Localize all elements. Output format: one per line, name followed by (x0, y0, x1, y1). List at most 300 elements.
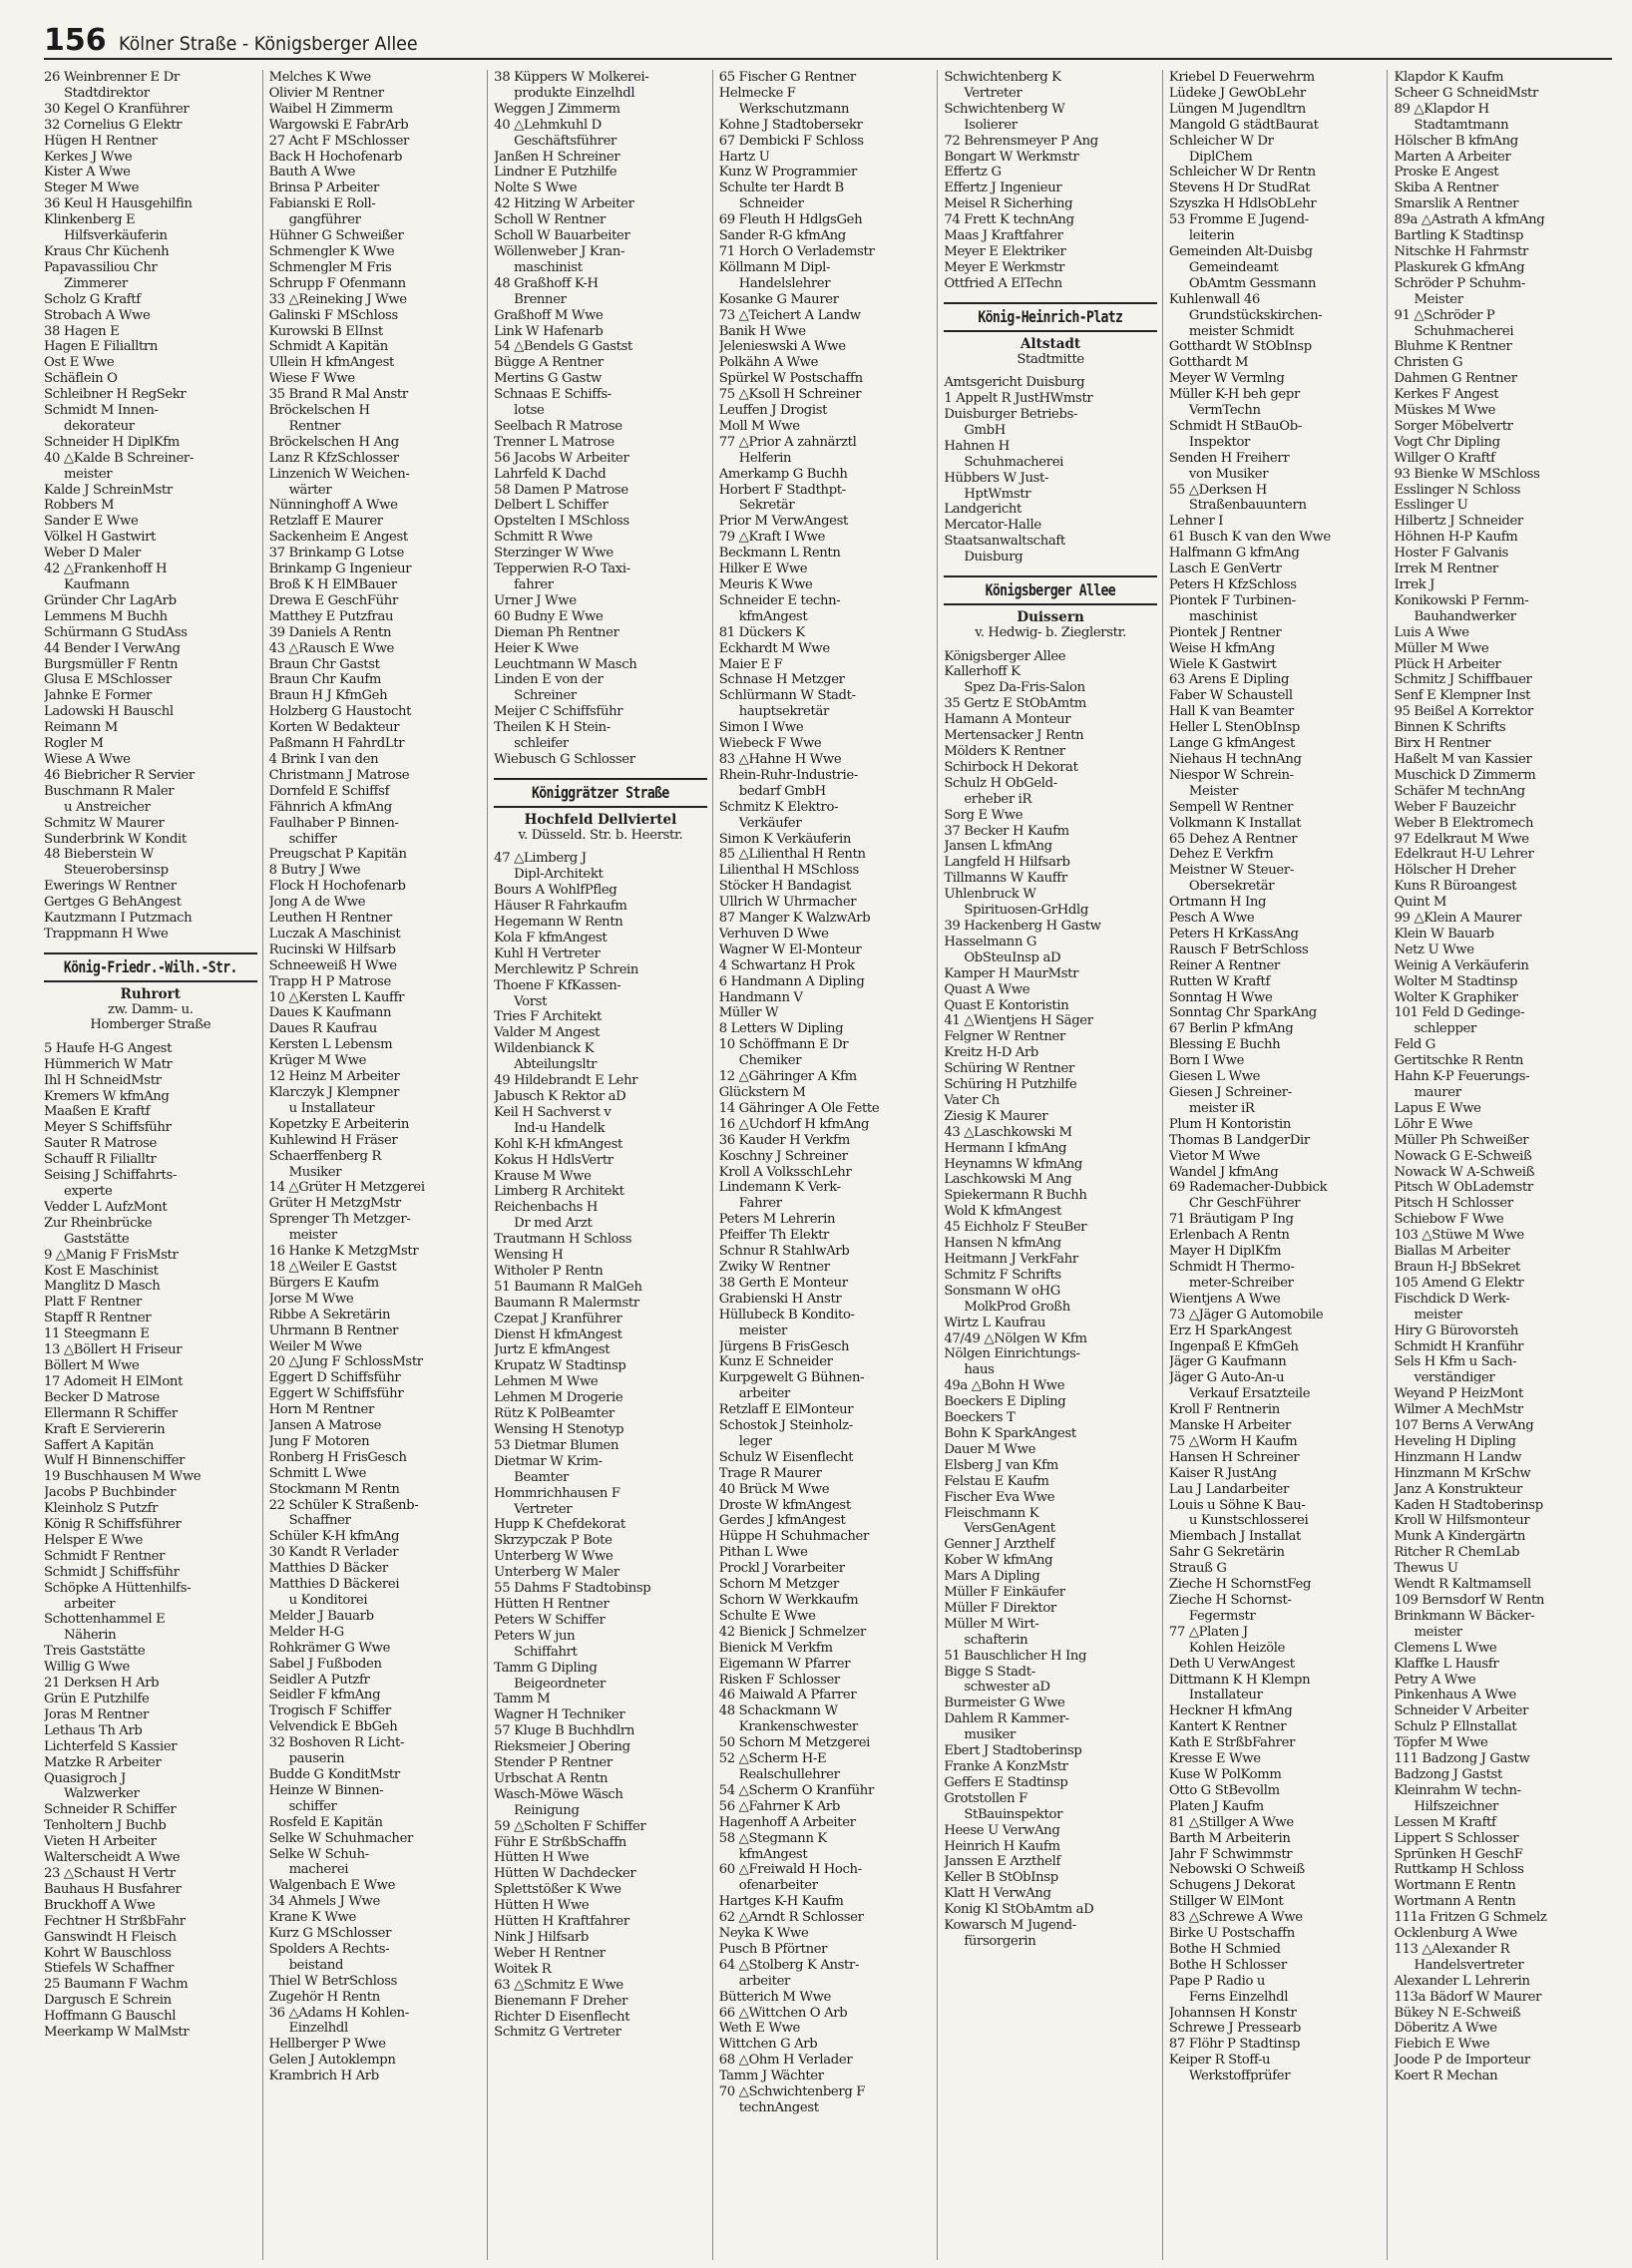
directory-entry: Trage R Maurer (718, 1465, 822, 1481)
directory-entry: Kaden H Stadtoberinsp (1394, 1497, 1543, 1513)
directory-entry: Woitek R (494, 1961, 552, 1977)
directory-entry: Stiefels W Schaffner (44, 1961, 175, 1977)
directory-entry: Heese U VerwAng (944, 1822, 1060, 1838)
directory-entry: 63 Arens E Dipling (1168, 672, 1290, 688)
directory-entry: Hahn K-P Feuerungs- (1394, 1069, 1530, 1085)
directory-entry: 42 △Frankenhoff H (44, 562, 168, 577)
directory-entry: Sekretär (738, 498, 795, 514)
directory-entry: Kresse E Wwe (1168, 1751, 1261, 1767)
directory-entry: Kleinrahm W techn- (1394, 1782, 1521, 1798)
directory-entry: Zugehör H Rentn (268, 1989, 380, 2005)
directory-entry: Amtsgericht Duisburg (944, 375, 1085, 391)
directory-entry: Krambrich H Arb (268, 2069, 379, 2084)
directory-entry: Wilmer A MechMstr (1394, 1402, 1523, 1418)
directory-entry: Kunz W Programmier (718, 165, 857, 181)
directory-entry: Holzberg G Haustocht (268, 704, 412, 720)
directory-entry: 35 Gertz E StObAmtm (944, 696, 1086, 712)
directory-entry: Helsper E Wwe (44, 1532, 143, 1548)
directory-entry: Heller L StenObInsp (1168, 720, 1301, 736)
directory-entry: Jansen L kfmAng (944, 839, 1052, 855)
directory-entry: Piontek J Rentner (1168, 624, 1282, 640)
directory-entry: Horbert F Stadthpt- (718, 482, 846, 498)
directory-entry: 71 Bräutigam P Ing (1168, 1212, 1294, 1228)
directory-entry: Uhlenbruck W (944, 887, 1036, 903)
directory-entry: meister Schmidt (1188, 323, 1294, 339)
directory-entry: Bienick M Verkfm (718, 1640, 833, 1656)
directory-entry: Staatsanwaltschaft (944, 534, 1065, 550)
directory-entry: Schugens J Dekorat (1168, 1878, 1295, 1894)
directory-entry: 30 Kandt R Verlader (268, 1545, 399, 1561)
directory-entry: Pusch B Pförtner (718, 1941, 828, 1957)
directory-entry: 60 Budny E Wwe (494, 608, 604, 624)
directory-entry: Ingenpaß E KfmGeh (1168, 1338, 1299, 1354)
directory-entry: Sauter R Matrose (44, 1136, 157, 1152)
directory-entry: Stadtdirektor (64, 85, 150, 101)
directory-entry: meister iR (1188, 1100, 1255, 1116)
directory-entry: Tamm J Wächter (718, 2069, 824, 2084)
directory-entry: 38 Gerth E Monteur (718, 1275, 848, 1291)
directory-entry: Chr GeschFührer (1188, 1196, 1301, 1212)
directory-entry: Klein W Bauarb (1394, 926, 1494, 942)
directory-entry: Ullrich W Uhrmacher (718, 895, 857, 911)
directory-entry: Janßen H Schreiner (494, 149, 620, 165)
directory-entry: Matthey E Putzfrau (268, 608, 394, 624)
directory-entry: Verkauf Ersatzteile (1188, 1386, 1311, 1402)
directory-entry: 36 Kauder H Verkfm (718, 1132, 850, 1148)
directory-entry: Pfeiffer Th Elektr (718, 1228, 829, 1244)
directory-entry: Krupatz W Stadtinsp (494, 1358, 626, 1374)
directory-entry: Lasch E GenVertr (1168, 562, 1282, 577)
directory-entry: Hiry G Bürovorsteh (1394, 1323, 1519, 1338)
directory-entry: Vogt Chr Dipling (1394, 434, 1500, 450)
directory-entry: Kraus Chr Küchenh (44, 243, 170, 259)
district-name: Duissern (1017, 609, 1084, 626)
directory-columns (44, 70, 1612, 2260)
directory-entry: Kuhl H Vertreter (494, 945, 601, 961)
directory-entry: 74 Frett K technAng (944, 212, 1074, 228)
directory-entry: Walzwerker (64, 1786, 140, 1802)
directory-entry: Fiebich E Wwe (1394, 2037, 1490, 2053)
directory-entry: 33 △Reineking J Wwe (268, 291, 407, 307)
directory-entry: 47 △Limberg J (494, 851, 587, 867)
directory-entry: Feld G (1394, 1037, 1435, 1053)
directory-entry: Hoster F Galvanis (1394, 546, 1509, 562)
directory-entry: Quasigroch J (44, 1770, 126, 1786)
directory-entry: Vertreter (514, 1501, 573, 1517)
directory-entry: Jong A de Wwe (268, 895, 366, 911)
directory-entry: 55 △Derksen H (1168, 482, 1267, 498)
directory-entry: Opstelten I MSchloss (494, 514, 629, 530)
directory-entry: Vater Ch (944, 1092, 1000, 1108)
directory-entry: Hütten H Wwe (494, 1850, 590, 1866)
directory-entry: Wolter K Graphiker (1394, 989, 1518, 1005)
directory-entry: Jürgens B FrisGesch (718, 1338, 850, 1354)
directory-entry: Netz U Wwe (1394, 942, 1474, 957)
directory-entry: Christmann J Matrose (268, 767, 410, 783)
directory-entry: 66 △Wittchen O Arb (718, 2005, 848, 2021)
directory-entry: Grabienski H Anstr (718, 1291, 842, 1307)
street-heading (44, 952, 257, 982)
directory-entry: DiplChem (1188, 149, 1253, 165)
directory-entry: Pitsch W ObLademstr (1394, 1180, 1533, 1196)
directory-entry: Schmidt H Thermo- (1168, 1259, 1295, 1275)
directory-entry: 4 Schwartanz H Prok (718, 957, 855, 973)
directory-entry: Seelbach R Matrose (494, 418, 622, 434)
directory-entry: Schirbock H Dekorat (944, 759, 1078, 775)
directory-entry: Kober W kfmAng (944, 1553, 1053, 1569)
directory-entry: Bütterich M Wwe (718, 1989, 832, 2005)
directory-entry: Müskes M Wwe (1394, 403, 1496, 419)
directory-entry: Jabusch K Rektor aD (494, 1088, 626, 1104)
directory-entry: kfmAngest (738, 1846, 808, 1862)
directory-entry: Mangold G städtBaurat (1168, 117, 1319, 133)
directory-entry: Wiele K Gastwirt (1168, 656, 1277, 672)
directory-entry: Bauth A Wwe (268, 165, 356, 181)
directory-entry: Daues R Kaufrau (268, 1021, 377, 1037)
directory-entry: Horn M Rentner (268, 1402, 374, 1418)
directory-entry: 89a △Astrath A kfmAng (1394, 212, 1545, 228)
directory-entry: Schmitt R Wwe (494, 530, 593, 546)
directory-entry: technAngest (738, 2100, 819, 2115)
street-name: Königsberger Allee (985, 580, 1116, 600)
directory-entry: Flock H Hochofenarb (268, 879, 406, 895)
directory-entry: Klapdor K Kaufm (1394, 70, 1504, 85)
directory-entry: Binnen K Schrifts (1394, 720, 1506, 736)
directory-entry: Wandel J kfmAng (1168, 1164, 1279, 1180)
directory-entry: Tamm G Dipling (494, 1660, 598, 1676)
directory-entry: VermTechn (1188, 403, 1261, 419)
directory-entry: Weber D Maler (44, 546, 141, 562)
directory-entry: Ellermann R Schiffer (44, 1405, 178, 1421)
directory-entry: Rucinski W Hilfsarb (268, 942, 396, 957)
directory-entry: Kohne J Stadtobersekr (718, 117, 863, 133)
directory-entry: Mertins G Gastw (494, 371, 602, 387)
directory-entry: Ind-u Handelk (514, 1120, 606, 1136)
directory-entry: Schiebow F Wwe (1394, 1212, 1504, 1228)
directory-entry: Ottfried A ElTechn (944, 275, 1062, 291)
directory-entry: Handelslehrer (738, 275, 831, 291)
directory-entry: dekorateur (64, 418, 135, 434)
directory-entry: Kautzmann I Putzmach (44, 911, 193, 927)
directory-entry: Heckner H kfmAng (1168, 1703, 1293, 1719)
directory-entry: Hinzmann M KrSchw (1394, 1465, 1531, 1481)
directory-entry: Wold K kfmAngest (944, 1204, 1061, 1220)
directory-entry: Maier E F (718, 656, 783, 672)
directory-entry: Sackenheim E Angest (268, 530, 408, 546)
directory-entry: Gertitschke R Rentn (1394, 1053, 1524, 1069)
directory-entry: Wortmann A Rentn (1394, 1894, 1516, 1910)
directory-entry: Hamann A Monteur (944, 712, 1071, 728)
directory-entry: 103 △Stüwe M Wwe (1394, 1228, 1524, 1244)
directory-entry: ObAmtm Gessmann (1188, 275, 1317, 291)
directory-entry: Chemiker (738, 1053, 802, 1069)
directory-entry: Schneider V Arbeiter (1394, 1703, 1529, 1719)
directory-entry: Thewus U (1394, 1561, 1458, 1577)
directory-entry: Faber W Schaustell (1168, 688, 1293, 704)
directory-entry: bedarf GmbH (738, 783, 826, 799)
directory-entry: Duisburg (964, 550, 1023, 566)
directory-column-6 (1162, 70, 1388, 2260)
directory-entry: Schmitz K Elektro- (718, 799, 839, 815)
directory-entry: Meuris K Wwe (718, 577, 813, 592)
street-name: König-Heinrich-Platz (978, 306, 1123, 326)
directory-entry: Kleinholz S Putzfr (44, 1501, 159, 1517)
directory-entry: Treis Gaststätte (44, 1644, 146, 1660)
directory-entry: 48 Schackmann W (718, 1703, 838, 1719)
directory-entry: 46 Maiwald A Pfarrer (718, 1688, 857, 1703)
directory-entry: Trappmann H Wwe (44, 926, 169, 942)
directory-entry: Mertensacker J Rentn (944, 728, 1084, 744)
directory-entry: 10 △Kersten L Kauffr (268, 989, 405, 1005)
directory-entry: Handmann V (718, 989, 803, 1005)
directory-entry: Quint M (1394, 895, 1447, 911)
directory-entry: Simon K Verkäuferin (718, 831, 851, 847)
directory-entry: Valder M Angest (494, 1025, 601, 1041)
directory-entry: Gründer Chr LagArb (44, 592, 177, 608)
directory-entry: Braun Chr Gastst (268, 656, 380, 672)
directory-entry: 97 Edelkraut M Wwe (1394, 831, 1529, 847)
directory-entry: 60 △Freiwald H Hoch- (718, 1862, 862, 1878)
directory-entry: 19 Buschhausen M Wwe (44, 1469, 202, 1485)
directory-entry: Kurz G MSchlosser (268, 1926, 392, 1942)
directory-entry: Kost E Maschinist (44, 1263, 159, 1279)
directory-entry: Lemmens M Buchh (44, 608, 168, 624)
directory-entry: Jung F Motoren (268, 1433, 370, 1449)
directory-entry: Leuchtmann W Masch (494, 656, 637, 672)
directory-entry: 48 Bieberstein W (44, 847, 154, 863)
directory-entry: 39 Hackenberg H Gastw (944, 918, 1101, 934)
directory-entry: Lange G kfmAngest (1168, 736, 1295, 752)
directory-entry: Lindner E Putzhilfe (494, 165, 617, 181)
directory-entry: Born I Wwe (1168, 1053, 1245, 1069)
directory-entry: Schmidt A Kapitän (268, 339, 388, 355)
directory-entry: 43 △Rausch E Wwe (268, 640, 394, 656)
directory-entry: Melder J Bauarb (268, 1608, 374, 1624)
directory-entry: Dipl-Architekt (514, 867, 604, 883)
directory-entry: Kuse W PolKomm (1168, 1766, 1282, 1782)
directory-entry: haus (964, 1362, 995, 1378)
directory-entry: Beigeordneter (514, 1676, 606, 1692)
directory-entry: Hasselmann G (944, 934, 1037, 949)
directory-entry: Heinze W Binnen- (268, 1782, 384, 1798)
directory-entry: 10 Schöffmann E Dr (718, 1037, 849, 1053)
directory-entry: Schnase H Metzger (718, 672, 845, 688)
directory-entry: Schnaas E Schiffs- (494, 387, 612, 403)
directory-entry: Niehaus H technAng (1168, 751, 1302, 767)
directory-entry: Inspektor (1188, 434, 1250, 450)
directory-entry: Schüler K-H kfmAng (268, 1529, 400, 1545)
directory-entry: Zwiky W Rentner (718, 1259, 830, 1275)
directory-entry: Kalde J SchreinMstr (44, 482, 173, 498)
directory-entry: Bothe H Schlosser (1168, 1957, 1287, 1973)
directory-entry: Schwichtenberg W (944, 101, 1065, 117)
directory-entry: Koert R Mechan (1394, 2069, 1498, 2084)
directory-column-5 (937, 70, 1162, 2260)
directory-entry: Bükey N E-Schweiß (1394, 2005, 1521, 2021)
directory-entry: Kosanke G Maurer (718, 291, 839, 307)
directory-entry: 73 △Jäger G Automobile (1168, 1307, 1324, 1323)
directory-entry: 67 Berlin P kfmAng (1168, 1021, 1294, 1037)
directory-entry: Brinsa P Arbeiter (268, 181, 379, 196)
directory-entry: Nebowski O Schweiß (1168, 1862, 1305, 1878)
directory-entry: Kreitz H-D Arb (944, 1045, 1039, 1061)
directory-entry: Schmitz J Schiffbauer (1394, 672, 1532, 688)
directory-entry: Vedder L AufzMont (44, 1199, 168, 1215)
directory-entry: Prockl J Vorarbeiter (718, 1561, 845, 1577)
directory-entry: 95 Beißel A Korrektor (1394, 704, 1533, 720)
directory-entry: Kuhlewind H Fräser (268, 1132, 398, 1148)
directory-entry: 67 Dembicki F Schloss (718, 133, 864, 149)
directory-entry: 41 △Wientjens H Säger (944, 1013, 1093, 1029)
directory-entry: Wulf H Binnenschiffer (44, 1453, 186, 1469)
directory-entry: Matthies D Bäcker (268, 1561, 388, 1577)
directory-entry: Splettstößer K Wwe (494, 1882, 621, 1898)
block-spacer (494, 843, 707, 851)
directory-entry: Nowack G E-Schweiß (1394, 1148, 1532, 1164)
directory-entry: Lilienthal H MSchloss (718, 863, 859, 879)
street-range: v. Düsseld. Str. b. Heerstr. (518, 827, 683, 843)
directory-entry: maschinist (1188, 608, 1258, 624)
directory-entry: 83 △Schrewe A Wwe (1168, 1910, 1303, 1926)
directory-entry: Ronberg H FrisGesch (268, 1449, 407, 1465)
directory-entry: Zieche H Schornst- (1168, 1593, 1292, 1608)
directory-entry: Bröckelschen H Ang (268, 434, 399, 450)
directory-entry: Dietmar W Krim- (494, 1453, 603, 1469)
directory-entry: 43 △Laschkowski M (944, 1124, 1072, 1140)
directory-entry: Gotthardt M (1168, 355, 1249, 371)
directory-entry: Urner J Wwe (494, 592, 577, 608)
directory-entry: Urbschat A Rentn (494, 1770, 609, 1786)
directory-entry: Duisburger Betriebs- (944, 407, 1078, 422)
directory-entry: Keil H Sachverst v (494, 1104, 612, 1120)
directory-entry: Ullein H kfmAngest (268, 355, 394, 371)
directory-entry: maschinist (514, 259, 583, 275)
directory-entry: Lapus E Wwe (1394, 1100, 1481, 1116)
directory-entry: Lindemann K Verk- (718, 1180, 841, 1196)
directory-entry: Braun Chr Kaufm (268, 672, 382, 688)
directory-entry: 51 Baumann R MalGeh (494, 1279, 642, 1295)
directory-entry: Klarczyk J Klempner (268, 1085, 400, 1100)
directory-entry: Burmeister G Wwe (944, 1696, 1065, 1711)
directory-entry: HptWmstr (964, 486, 1031, 502)
directory-entry: 113a Bädorf W Maurer (1394, 1989, 1542, 2005)
directory-entry: meister (64, 466, 113, 482)
directory-entry: Simon I Wwe (718, 720, 804, 736)
block-spacer (44, 1033, 257, 1041)
directory-entry: Heynamns W kfmAng (944, 1156, 1083, 1172)
directory-entry: 8 Butry J Wwe (268, 863, 361, 879)
directory-entry: erheber iR (964, 791, 1032, 807)
directory-entry: Schuhmacherei (964, 454, 1064, 470)
directory-entry: pauserin (288, 1751, 345, 1767)
directory-entry: Kroll W Hilfsmonteur (1394, 1513, 1530, 1529)
directory-entry: Walterscheidt A Wwe (44, 1850, 181, 1866)
directory-entry: Fechtner H StrßbFahr (44, 1913, 186, 1929)
directory-entry: Kokus H HdlsVertr (494, 1152, 613, 1168)
directory-entry: Sander E Wwe (44, 514, 139, 530)
directory-entry: Wensing H Stenotyp (494, 1422, 624, 1437)
directory-entry: Barth M Arbeiterin (1168, 1830, 1291, 1846)
directory-entry: Jorse M Wwe (268, 1291, 354, 1307)
directory-entry: 40 △Kalde B Schreiner- (44, 450, 194, 466)
directory-entry: Höhnen H-P Kaufm (1394, 530, 1518, 546)
directory-entry: Schmitt L Wwe (268, 1465, 367, 1481)
directory-entry: Robbers M (44, 498, 115, 514)
directory-entry: Jelenieswski A Wwe (718, 339, 846, 355)
directory-entry: Matzke R Arbeiter (44, 1754, 162, 1770)
directory-entry: Klaffke L Hausfr (1394, 1656, 1499, 1672)
directory-entry: Thiel W BetrSchloss (268, 1973, 398, 1989)
directory-entry: Peters W Schiffer (494, 1612, 606, 1628)
directory-entry: Delbert L Schiffer (494, 498, 609, 514)
directory-entry: Hommrichhausen F (494, 1485, 620, 1501)
directory-entry: Stender P Rentner (494, 1755, 612, 1771)
directory-entry: 51 Bauschlicher H Ing (944, 1648, 1087, 1664)
directory-entry: 58 Damen P Matrose (494, 482, 628, 498)
directory-entry: Linzenich W Weichen- (268, 466, 410, 482)
page-number: 156 (44, 23, 107, 58)
directory-entry: Schmidt F Rentner (44, 1548, 166, 1564)
directory-entry: Löhr E Wwe (1394, 1116, 1473, 1132)
directory-entry: StBauinspektor (964, 1806, 1063, 1822)
directory-entry: Linden E von der (494, 672, 604, 688)
directory-entry: 14 Gähringer A Öle Fette (718, 1100, 880, 1116)
directory-entry: Töpfer M Wwe (1394, 1735, 1488, 1751)
directory-entry: Fischdick D Werk- (1394, 1291, 1510, 1307)
directory-entry: Back H Hochofenarb (268, 149, 403, 165)
directory-entry: Bartling K Stadtinsp (1394, 228, 1524, 244)
directory-entry: Manske H Arbeiter (1168, 1418, 1291, 1434)
directory-entry: Bienemann F Dreher (494, 1993, 628, 2009)
directory-entry: Wittchen G Arb (718, 2037, 818, 2053)
directory-entry: 30 Kegel O Kranführer (44, 101, 190, 117)
directory-entry: u Installateur (288, 1100, 375, 1116)
directory-entry: 1 Appelt R JustHWmstr (944, 391, 1093, 407)
directory-entry: Willig G Wwe (44, 1660, 131, 1676)
directory-entry: 32 Cornelius G Elektr (44, 117, 183, 133)
directory-entry: Platt F Rentner (44, 1295, 142, 1311)
directory-entry: Ost E Wwe (44, 355, 115, 371)
directory-entry: 21 Derksen H Arb (44, 1676, 160, 1692)
directory-entry: Stadtamtmann (1414, 117, 1509, 133)
directory-entry: Müller F Direktor (944, 1600, 1056, 1616)
directory-entry: 69 Fleuth H HdlgsGeh (718, 212, 863, 228)
directory-entry: Müller K-H beh gepr (1168, 387, 1300, 403)
directory-entry: Meyer E Elektriker (944, 243, 1066, 259)
directory-entry: Geschäftsführer (514, 133, 616, 149)
directory-entry: 12 Heinz M Arbeiter (268, 1069, 400, 1085)
directory-entry: Irrek M Rentner (1394, 562, 1498, 577)
directory-entry: Rutten W Kraftf (1168, 973, 1270, 989)
directory-entry: Krankenschwester (738, 1719, 858, 1735)
directory-entry: 47/49 △Nölgen W Kfm (944, 1330, 1087, 1346)
directory-entry: Proske E Angest (1394, 165, 1499, 181)
directory-entry: Esslinger U (1394, 498, 1468, 514)
directory-entry: Tenholtern J Buchb (44, 1818, 167, 1834)
directory-entry: produkte Einzelhdl (514, 85, 635, 101)
directory-entry: Kowarsch M Jugend- (944, 1918, 1076, 1934)
directory-entry: Schauff R Filialltr (44, 1152, 157, 1168)
directory-entry: Einzelhdl (288, 2021, 348, 2037)
directory-entry: Steger M Wwe (44, 181, 140, 196)
directory-entry: 72 Behrensmeyer P Ang (944, 133, 1098, 149)
directory-entry: 11 Steegmann E (44, 1326, 150, 1342)
directory-entry: Ihl H SchneidMstr (44, 1072, 162, 1088)
directory-entry: 22 Schüler K Straßenb- (268, 1497, 419, 1513)
directory-entry: Weber H Rentner (494, 1945, 606, 1961)
directory-entry: arbeiter (738, 1973, 790, 1989)
directory-entry: Rausch F BetrSchloss (1168, 942, 1309, 957)
